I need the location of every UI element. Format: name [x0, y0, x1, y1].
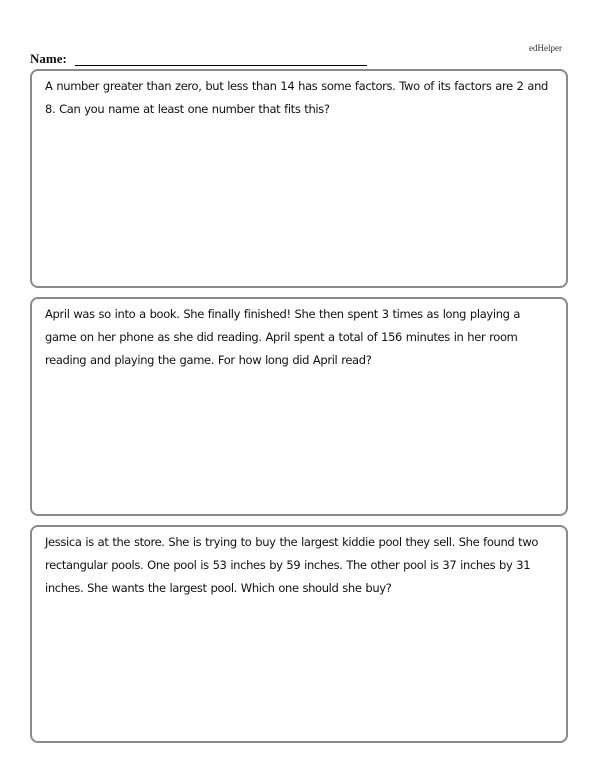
problem-box-1[interactable] — [30, 69, 568, 288]
name-row — [30, 52, 367, 66]
problem-box-3[interactable] — [30, 525, 568, 743]
problem-box-2[interactable] — [30, 297, 568, 516]
brand-label: edHelper — [529, 43, 562, 53]
name-answer-line[interactable] — [75, 53, 367, 66]
problem-text-3: Jessica is at the store. She is trying to buy the largest kiddie pool they sell. She found two rectangular pools. One pool is 53 inches by 59 inches. The other pool is 37 inches by 31 inches. She wants the largest pool. Which one should she buy? — [45, 535, 539, 595]
problem-text-2: April was so into a book. She finally finished! She then spent 3 times as long playing a game on her phone as she did reading. April spent a total of 156 minutes in her room reading and playing the game. For how long did April read? — [45, 307, 521, 367]
name-label: Name: — [30, 51, 67, 66]
problem-text-1: A number greater than zero, but less than 14 has some factors. Two of its factors are 2 and 8. Can you name at least one number that fits this? — [45, 79, 548, 116]
